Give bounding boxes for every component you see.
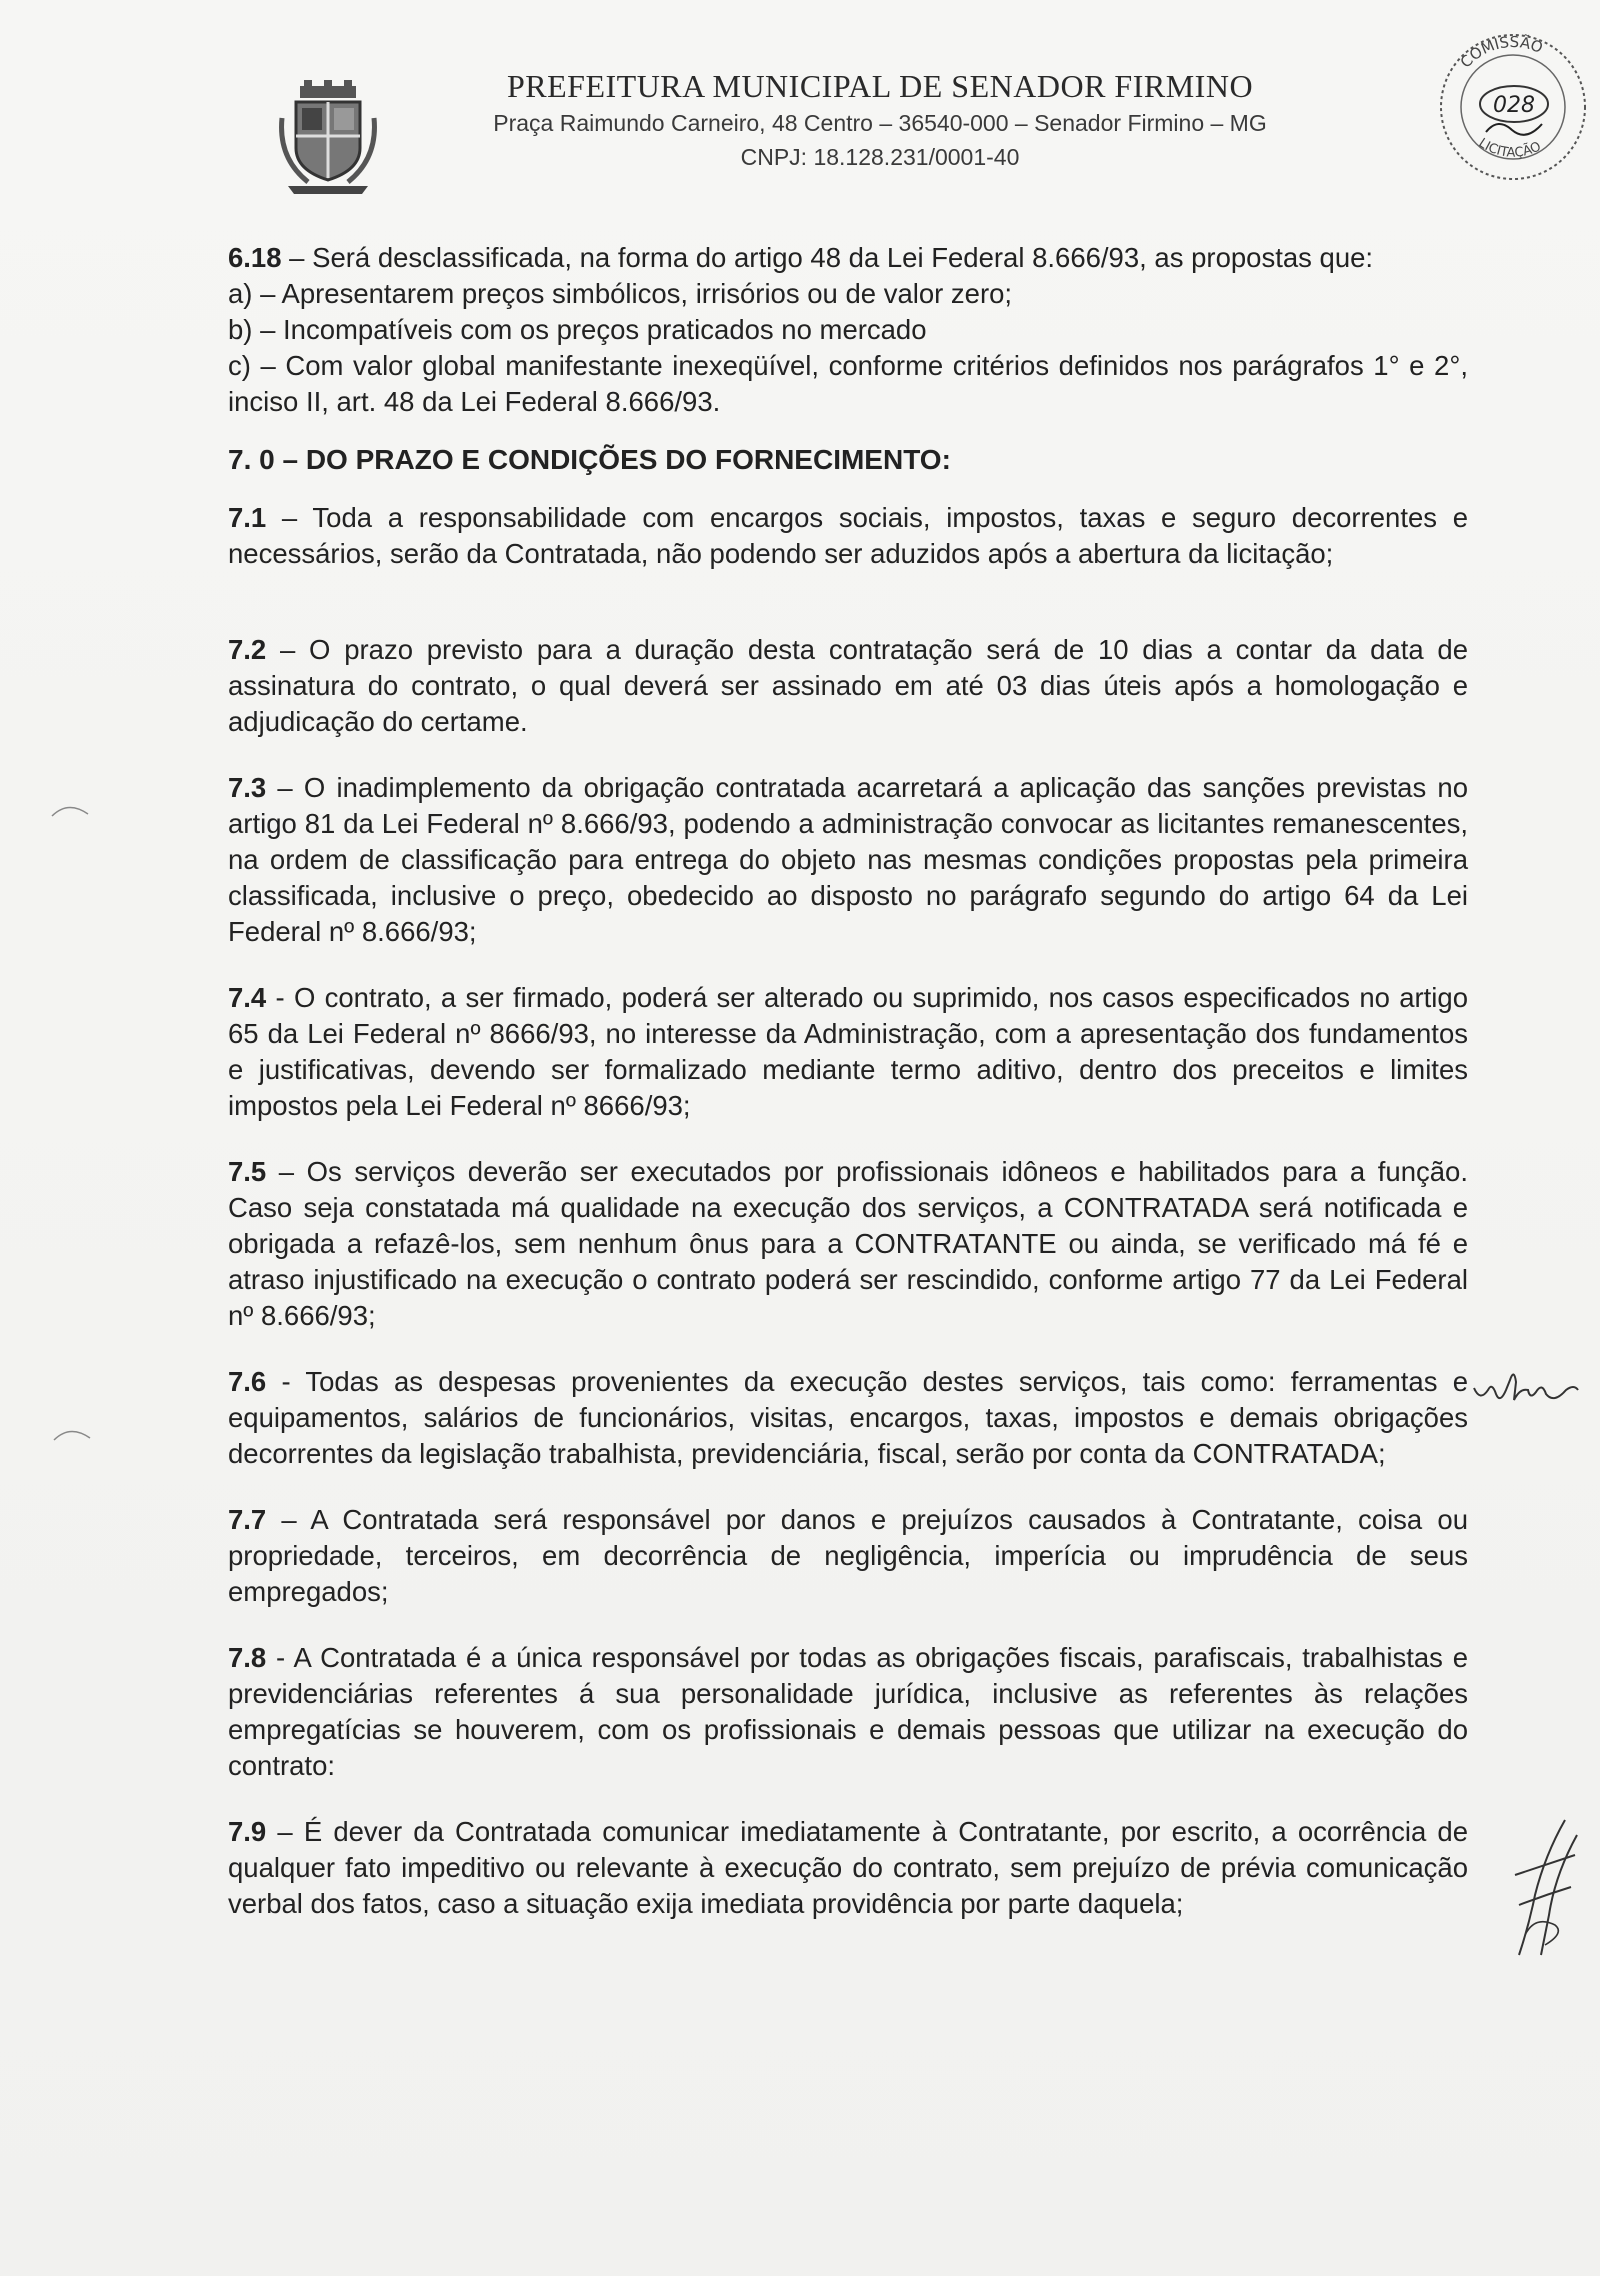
clause-item-c [228,348,1468,420]
clause-7-2 [228,632,1468,740]
stamp-number: 028 [1493,93,1535,118]
clause-number: 7.2 [228,634,267,665]
clause-text: – O prazo previsto para a duração desta contratação será de 10 dias a contar da data de assinatura do contrato, o qual deverá ser assinado em até 03 dias úteis após a homologação e adjudicação do certame. [228,634,1468,737]
clause-number: 7.8 [228,1642,267,1673]
clause-number: 7.3 [228,772,267,803]
clause-number: 7.6 [228,1366,267,1397]
clause-text: – O inadimplemento da obrigação contratada acarretará a aplicação das sanções previstas no artigo 81 da Lei Federal nº 8.666/93, podendo a administração convocar as licitantes remanescentes, na ordem de classificação para entrega do objeto nas mesmas condições propostas pela primeira classificada, inclusive o preço, obedecido ao disposto no parágrafo segundo do artigo 64 da Lei Federal nº 8.666/93; [228,772,1468,947]
clause-7-6 [228,1364,1468,1472]
clause-7-3 [228,770,1468,950]
letterhead-cnpj: CNPJ: 18.128.231/0001-40 [740,144,1020,170]
clause-7-7 [228,1502,1468,1610]
clause-text: - O contrato, a ser firmado, poderá ser alterado ou suprimido, nos casos especificados no artigo 65 da Lei Federal nº 8666/93, no interesse da Administração, com a apresentação dos fundamentos e justificativas, devendo ser formalizado mediante termo aditivo, dentro dos preceitos e limites impostos pela Lei Federal nº 8666/93; [228,982,1468,1121]
scan-mark-icon [52,1424,92,1444]
clause-number: 7.5 [228,1156,267,1187]
document-body [228,240,1468,1922]
svg-text:COMISSÃO [1457,32,1546,71]
clause-text: - A Contratada é a única responsável por todas as obrigações fiscais, parafiscais, trabalhistas e previdenciárias referentes á sua personalidade jurídica, inclusive as referentes às relações empregatícias se houverem, com os profissionais e demais pessoas que utilizar na execução do contrato: [228,1642,1468,1781]
clause-text: – É dever da Contratada comunicar imediatamente à Contratante, por escrito, a ocorrência de qualquer fato impeditivo ou relevante à execução do contrato, sem prejuízo de prévia comunicação verbal dos fatos, caso a situação exija imediata providência por parte daquela; [228,1816,1468,1919]
handwritten-initials-icon [1470,1360,1580,1410]
clause-text: – Toda a responsabilidade com encargos sociais, impostos, taxas e seguro decorrentes e necessários, serão da Contratada, não podendo ser aduzidos após a abertura da licitação; [228,502,1468,569]
commission-stamp-icon [1428,22,1598,192]
clause-number: 6.18 [228,242,282,273]
section-heading-7 [228,442,1468,478]
clause-text: – A Contratada será responsável por danos e prejuízos causados à Contratante, coisa ou propriedade, terceiros, em decorrência de negligência, imperícia ou imprudência de seus empregados; [228,1504,1468,1607]
stamp-bottom-text: LICITAÇÃO [1475,135,1544,161]
clause-text: – Será desclassificada, na forma do artigo 48 da Lei Federal 8.666/93, as propostas que: [281,242,1374,273]
clause-7-4 [228,980,1468,1124]
clause-6-18 [228,240,1468,276]
handwritten-signature-icon [1505,1815,1585,1965]
clause-7-5 [228,1154,1468,1334]
section-number: 7. 0 [228,444,275,475]
scan-mark-icon [50,800,90,820]
clause-text: c) – Com valor global manifestante inexeqüível, conforme critérios definidos nos parágrafos 1° e 2°, inciso II, art. 48 da Lei Federal 8.666/93. [228,350,1468,417]
clause-text: a) – Apresentarem preços simbólicos, irrisórios ou de valor zero; [228,278,1013,309]
clause-text: b) – Incompatíveis com os preços praticados no mercado [228,314,927,345]
clause-number: 7.1 [228,502,267,533]
clause-item-b [228,312,1468,348]
letterhead-address: Praça Raimundo Carneiro, 48 Centro – 36540-000 – Senador Firmino – MG [493,110,1267,136]
section-title: – DO PRAZO E CONDIÇÕES DO FORNECIMENTO: [274,444,951,475]
letterhead [380,66,1380,174]
stamp-top-text: COMISSÃO [1456,32,1546,72]
clause-text: - Todas as despesas provenientes da execução destes serviços, tais como: ferramentas e equipamentos, salários de funcionários, visitas, encargos, taxas, impostos e demais obrigações decorrentes da legislação trabalhista, previdenciária, fiscal, serão por conta da CONTRATADA; [228,1366,1468,1469]
clause-number: 7.4 [228,982,267,1013]
clause-text: – Os serviços deverão ser executados por profissionais idôneos e habilitados para a função. Caso seja constatada má qualidade na execução dos serviços, a CONTRATADA será notificada e obrigada a refazê-los, sem nenhum ônus para a CONTRATANTE ou ainda, se verificado má fé e atraso injustificado na execução o contrato poderá ser rescindido, conforme artigo 77 da Lei Federal nº 8.666/93; [228,1156,1468,1331]
clause-number: 7.7 [228,1504,267,1535]
svg-text:LICITAÇÃO [1476,136,1544,161]
clause-7-9 [228,1814,1468,1922]
municipal-crest-icon [278,78,378,196]
clause-item-a [228,276,1468,312]
clause-7-1 [228,500,1468,572]
letterhead-title: PREFEITURA MUNICIPAL DE SENADOR FIRMINO [506,68,1254,104]
clause-7-8 [228,1640,1468,1784]
clause-number: 7.9 [228,1816,267,1847]
